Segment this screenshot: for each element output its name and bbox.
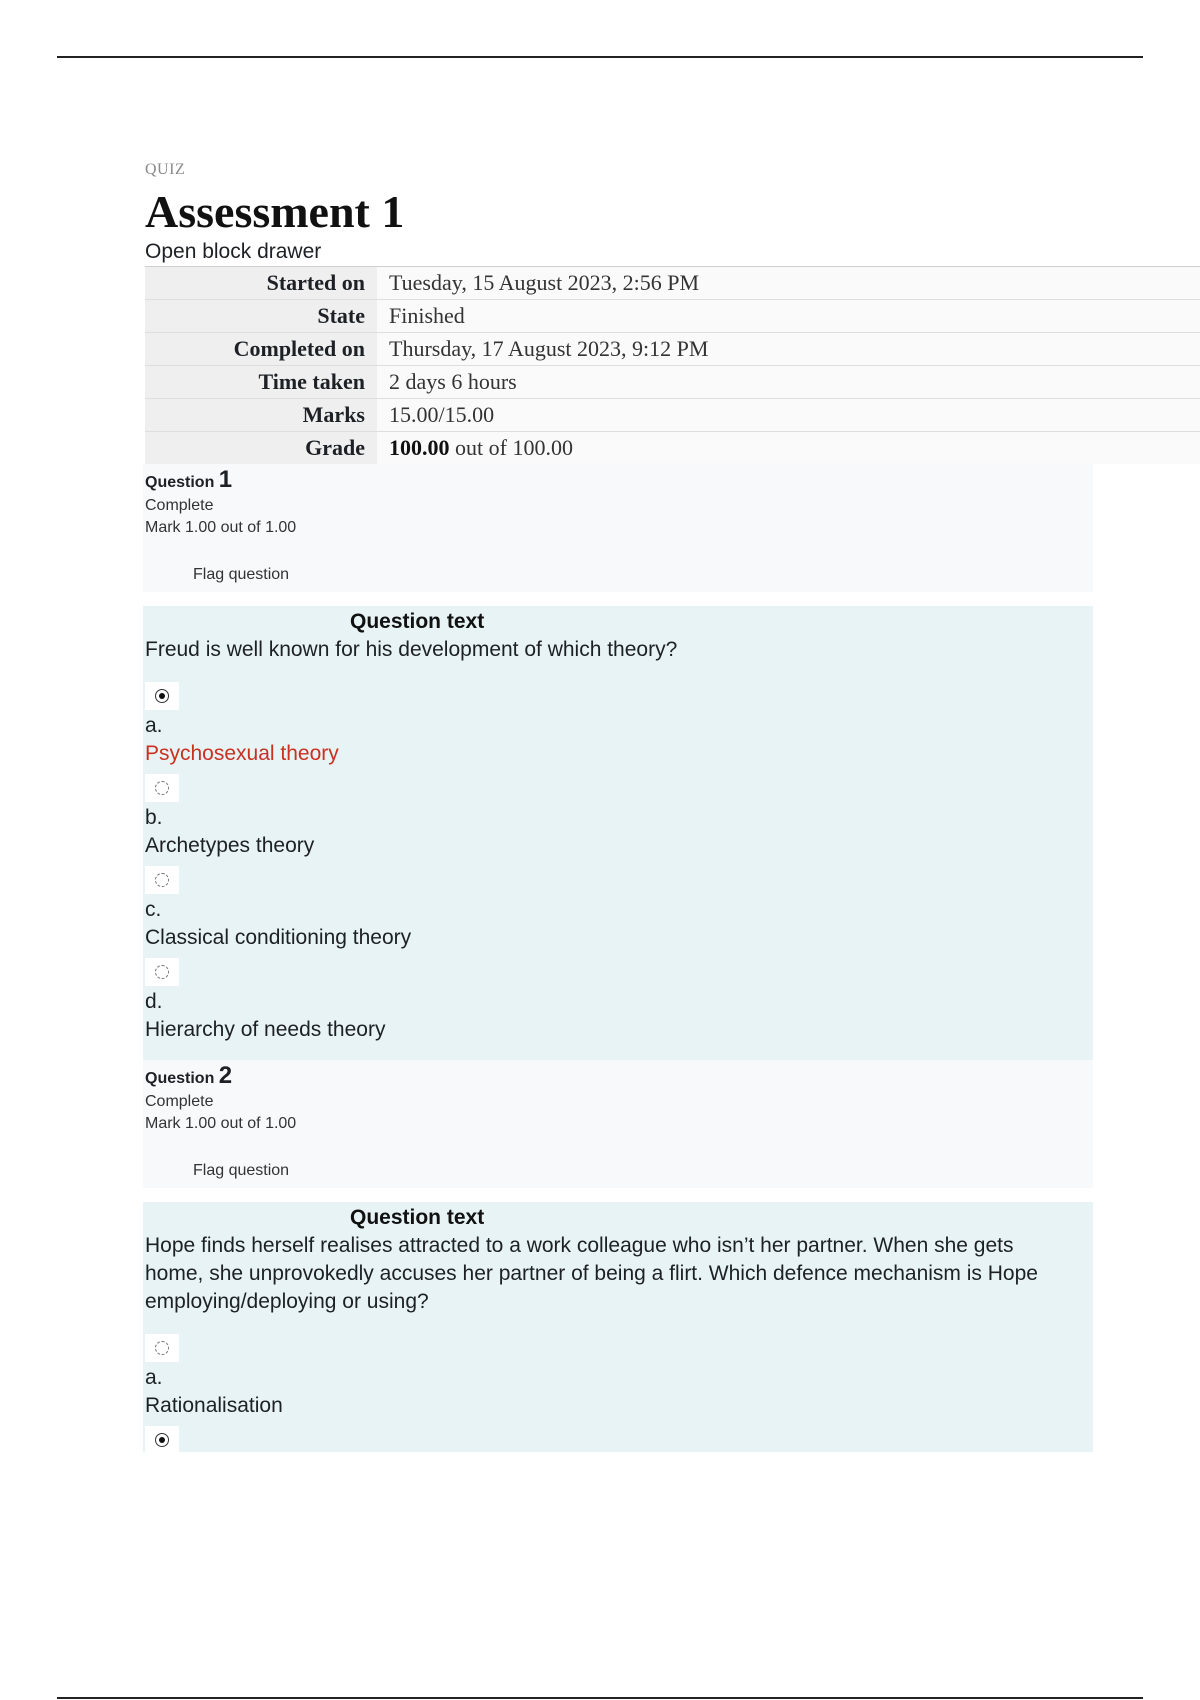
question-mark: Mark 1.00 out of 1.00 bbox=[145, 1115, 297, 1132]
open-block-drawer-link[interactable]: Open block drawer bbox=[145, 240, 322, 263]
summary-value: Finished bbox=[377, 300, 1200, 333]
answer-list bbox=[145, 682, 1093, 1044]
answer-list bbox=[145, 1334, 1093, 1452]
answer-option-a[interactable] bbox=[145, 682, 1093, 768]
summary-row-time-taken bbox=[145, 366, 1200, 399]
summary-row-marks bbox=[145, 399, 1200, 432]
page-bottom-rule bbox=[57, 1697, 1143, 1699]
question-number bbox=[145, 468, 1093, 495]
answer-letter: b. bbox=[145, 806, 163, 829]
summary-label: Started on bbox=[145, 267, 377, 300]
radio-unchecked-icon bbox=[155, 1341, 169, 1355]
question-text-heading: Question text bbox=[350, 610, 485, 633]
radio-button[interactable] bbox=[145, 958, 179, 986]
answer-option-d[interactable] bbox=[145, 958, 1093, 1044]
question-number-value: 2 bbox=[218, 1062, 233, 1089]
radio-button[interactable] bbox=[145, 1334, 179, 1362]
question-info bbox=[143, 1060, 1093, 1188]
question-label: Question bbox=[145, 1070, 215, 1087]
answer-option-b[interactable] bbox=[145, 774, 1093, 860]
radio-unchecked-icon bbox=[155, 873, 169, 887]
radio-button[interactable] bbox=[145, 866, 179, 894]
page-top-rule bbox=[57, 56, 1143, 58]
flag-question-button[interactable]: Flag question bbox=[193, 566, 290, 583]
radio-checked-icon bbox=[155, 1433, 169, 1447]
grade-out-of: out of 100.00 bbox=[449, 435, 573, 460]
summary-label: Marks bbox=[145, 399, 377, 432]
answer-option-b[interactable] bbox=[145, 1426, 1093, 1452]
answer-option-a[interactable] bbox=[145, 1334, 1093, 1420]
summary-row-started bbox=[145, 267, 1200, 300]
question-text: Freud is well known for his development of which theory? bbox=[145, 638, 678, 661]
flag-question-button[interactable]: Flag question bbox=[193, 1162, 290, 1179]
question-number-value: 1 bbox=[218, 466, 233, 493]
page-title: Assessment 1 bbox=[145, 186, 405, 237]
question-number bbox=[145, 1064, 1093, 1091]
radio-button[interactable] bbox=[145, 774, 179, 802]
question-state: Complete bbox=[145, 497, 214, 514]
answer-text: Archetypes theory bbox=[145, 834, 315, 857]
answer-option-c[interactable] bbox=[145, 866, 1093, 952]
summary-value: Tuesday, 15 August 2023, 2:56 PM bbox=[377, 267, 1200, 300]
answer-letter: a. bbox=[145, 714, 163, 737]
answer-text: Classical conditioning theory bbox=[145, 926, 412, 949]
question-state: Complete bbox=[145, 1093, 214, 1110]
page-eyebrow: QUIZ bbox=[145, 161, 186, 178]
question-info bbox=[143, 464, 1093, 592]
question-content bbox=[143, 606, 1093, 1060]
summary-value: 2 days 6 hours bbox=[377, 366, 1200, 399]
answer-letter: d. bbox=[145, 990, 163, 1013]
question-content bbox=[143, 1202, 1093, 1452]
summary-label: Completed on bbox=[145, 333, 377, 366]
summary-label: Time taken bbox=[145, 366, 377, 399]
answer-text: Rationalisation bbox=[145, 1394, 283, 1417]
summary-label: Grade bbox=[145, 432, 377, 465]
question-text-heading: Question text bbox=[350, 1206, 485, 1229]
radio-unchecked-icon bbox=[155, 965, 169, 979]
radio-checked-icon bbox=[155, 689, 169, 703]
answer-text: Psychosexual theory bbox=[145, 742, 339, 765]
question-text: Hope finds herself realises attracted to a work colleague who isn’t her partner. When she gets home, she unprovokedly accuses her partner of being a flirt. Which defence mechanism is Hope employing/deploying or using? bbox=[145, 1234, 1038, 1313]
question-label: Question bbox=[145, 474, 215, 491]
radio-button[interactable] bbox=[145, 1426, 179, 1452]
answer-letter: c. bbox=[145, 898, 162, 921]
radio-unchecked-icon bbox=[155, 781, 169, 795]
radio-button[interactable] bbox=[145, 682, 179, 710]
summary-row-completed bbox=[145, 333, 1200, 366]
question-1 bbox=[145, 464, 1200, 1060]
summary-value: Thursday, 17 August 2023, 9:12 PM bbox=[377, 333, 1200, 366]
answer-text: Hierarchy of needs theory bbox=[145, 1018, 386, 1041]
summary-row-state bbox=[145, 300, 1200, 333]
summary-label: State bbox=[145, 300, 377, 333]
answer-letter: a. bbox=[145, 1366, 163, 1389]
quiz-review-page bbox=[145, 160, 1200, 1452]
question-mark: Mark 1.00 out of 1.00 bbox=[145, 519, 297, 536]
attempt-summary-table bbox=[145, 266, 1200, 464]
summary-value bbox=[377, 432, 1200, 465]
question-2 bbox=[145, 1060, 1200, 1452]
summary-row-grade bbox=[145, 432, 1200, 465]
grade-value: 100.00 bbox=[389, 435, 450, 460]
summary-value: 15.00/15.00 bbox=[377, 399, 1200, 432]
